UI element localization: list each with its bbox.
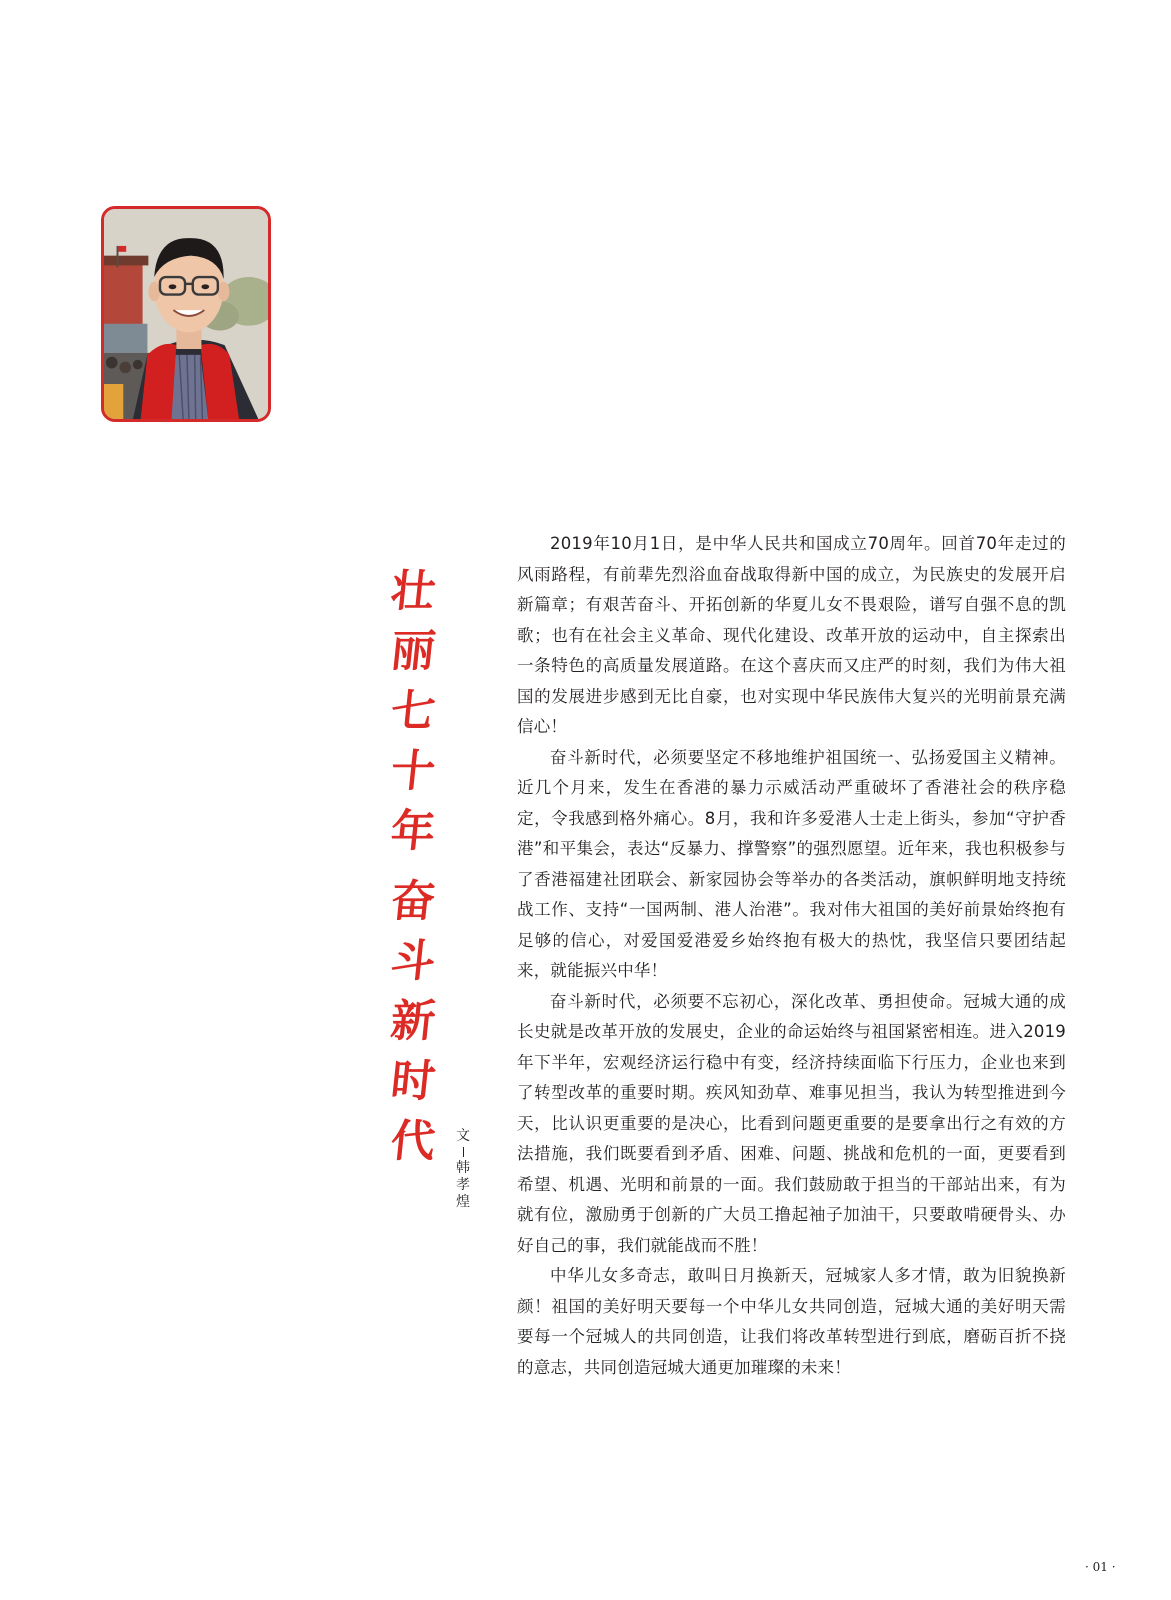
author-byline [455,1128,471,1211]
title-char: 丽 [388,626,438,677]
article-title [384,562,442,1172]
title-char: 奋 [388,876,438,927]
title-char: 时 [388,1056,438,1107]
author-portrait-photo [101,206,271,422]
article-paragraph: 中华儿女多奇志，敢叫日月换新天，冠城家人多才情，敢为旧貌换新颜！祖国的美好明天要每一个中华儿女共同创造，冠城大通的美好明天需要每一个冠城人的共同创造，让我们将改革转型进行到底，磨砺百折不挠的意志，共同创造冠城大通更加璀璨的未来！ [517,1266,1066,1377]
article-body [517,529,1066,1383]
title-char: 新 [388,996,438,1047]
author-prefix: 文 [456,1128,470,1144]
title-char: 七 [388,686,438,737]
author-name-char: 煌 [456,1194,470,1210]
title-char: 代 [388,1116,438,1167]
byline-divider [463,1147,464,1157]
article-paragraph: 2019年10月1日，是中华人民共和国成立70周年。回首70年走过的风雨路程，有前辈先烈浴血奋战取得新中国的成立，为民族史的发展开启新篇章；有艰苦奋斗、开拓创新的华夏儿女不畏艰险，谱写自强不息的凯歌；也有在社会主义革命、现代化建设、改革开放的运动中，自主探索出一条特色的高质量发展道路。在这个喜庆而又庄严的时刻，我们为伟大祖国的发展进步感到无比自豪，也对实现中华民族伟大复兴的光明前景充满信心！ [517,534,1066,736]
article-paragraph: 奋斗新时代，必须要不忘初心，深化改革、勇担使命。冠城大通的成长史就是改革开放的发展史，企业的命运始终与祖国紧密相连。进入2019年下半年，宏观经济运行稳中有变，经济持续面临下行压力，企业也来到了转型改革的重要时期。疾风知劲草、难事见担当，我认为转型推进到今天，比认识更重要的是决心，比看到问题更重要的是要拿出行之有效的方法措施，我们既要看到矛盾、困难、问题、挑战和危机的一面，更要看到希望、机遇、光明和前景的一面。我们鼓励敢于担当的干部站出来，有为就有位，激励勇于创新的广大员工撸起袖子加油干，只要敢啃硬骨头、办好自己的事，我们就能战而不胜！ [517,991,1066,1255]
author-name-char: 韩 [456,1160,470,1176]
portrait-illustration [104,209,268,419]
title-char: 十 [388,746,438,797]
page-number: · 01 · [1085,1560,1116,1574]
title-char: 年 [388,806,438,857]
title-char: 斗 [388,936,438,987]
article-paragraph: 奋斗新时代，必须要坚定不移地维护祖国统一、弘扬爱国主义精神。近几个月来，发生在香港的暴力示威活动严重破坏了香港社会的秩序稳定，令我感到格外痛心。8月，我和许多爱港人士走上街头，参加“守护香港”和平集会，表达“反暴力、撑警察”的强烈愿望。近年来，我也积极参与了香港福建社团联会、新家园协会等举办的各类活动，旗帜鲜明地支持统战工作、支持“一国两制、港人治港”。我对伟大祖国的美好前景始终抱有足够的信心，对爱国爱港爱乡始终抱有极大的热忱，我坚信只要团结起来，就能振兴中华！ [517,747,1066,980]
author-name-char: 孝 [456,1177,470,1193]
title-char: 壮 [388,566,438,617]
